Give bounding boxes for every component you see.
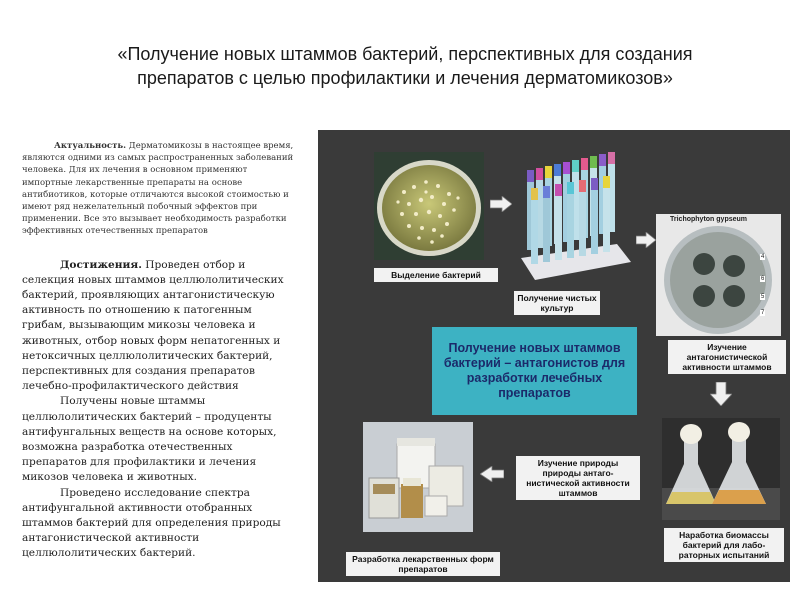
- relevance-text: Дерматомикозы в настоящее время, являются одними из самых распространенных заболеваний человека. Для их лечения в основном применяют импортные лекарственные препараты на основе антибиотиков, которые отличаются высокой стоимостью и имеют ряд нежелательный побочный эффектов при применении. Все это вызывает необходимость разработки эффективных отечественных препаратов: [22, 141, 294, 237]
- test-tubes-icon: [513, 140, 633, 285]
- plate-number: 5: [761, 294, 765, 300]
- plate-number: 7: [761, 310, 765, 316]
- text-column: [22, 140, 297, 562]
- page-title: [40, 42, 770, 90]
- relevance-paragraph: [22, 140, 297, 238]
- petri-dish-photo: [374, 152, 484, 260]
- label-nature: Изучение природы природы антаго-нистической активности штаммов: [516, 456, 640, 500]
- drug-forms-photo: [363, 422, 473, 532]
- medicine-bottles-icon: [363, 422, 473, 532]
- relevance-heading: Актуальность.: [54, 141, 127, 151]
- petri-dish-icon: [656, 214, 781, 336]
- arrow-left-icon: [480, 466, 504, 482]
- label-antagonism: Изучение антагонистической активности штаммов: [668, 340, 786, 374]
- culture-tubes-photo: [513, 140, 633, 285]
- flasks-icon: [662, 418, 780, 520]
- title-line-2: препаратов с целью профилактики и лечения дерматомикозов»: [137, 68, 673, 88]
- center-goal-box: [432, 327, 637, 415]
- title-line-1: «Получение новых штаммов бактерий, перспективных для создания: [117, 44, 693, 64]
- antagonism-plate-photo: [656, 214, 781, 336]
- spectrum-paragraph: Проведено исследование спектра антифунгальной активности отобранных штаммов бактерий для определения природы антагонистической активности целлюлолитических бактерий.: [22, 486, 281, 560]
- strains-paragraph: Получены новые штаммы целлюлолитических бактерий – продуценты антифунгальных веществ на основе которых, возможна разработка отечественных препаратов для профилактики и лечения микозов человека и животных.: [22, 395, 277, 484]
- petri-dish-icon: [374, 152, 484, 260]
- center-goal-label: Получение новых штаммов бактерий – антагонистов для разработки лечебных препаратов: [443, 341, 626, 400]
- plate-number: 6: [761, 276, 765, 282]
- plate-caption: Trichophyton gypseum: [670, 216, 748, 223]
- label-isolation: Выделение бактерий: [374, 268, 498, 282]
- flasks-photo: [662, 418, 780, 520]
- achievements-paragraph: [22, 258, 297, 395]
- label-pure-cultures: Получение чистых культур: [514, 291, 600, 315]
- achievements-text: Проведен отбор и селекция новых штаммов целлюлолитических бактерий, проявляющих антагонистическую активность по отношению к патогенным грибам, вызывающим микозы человека и животных, отбор новых форм непатогенных и нетоксичных целлюлолитических бактерий, перспективных для создания препаратов лечебно-профилактического действия: [22, 258, 284, 393]
- arrow-right-icon: [490, 196, 512, 212]
- achievements-heading: Достижения.: [60, 258, 142, 271]
- arrow-down-icon: [710, 382, 732, 406]
- plate-number: 4: [761, 254, 765, 260]
- label-dosage-forms: Разработка лекарственных форм препаратов: [346, 552, 500, 576]
- label-biomass: Наработка биомассы бактерий для лабо-раторных испытаний: [664, 528, 784, 562]
- arrow-right-icon: [636, 232, 656, 248]
